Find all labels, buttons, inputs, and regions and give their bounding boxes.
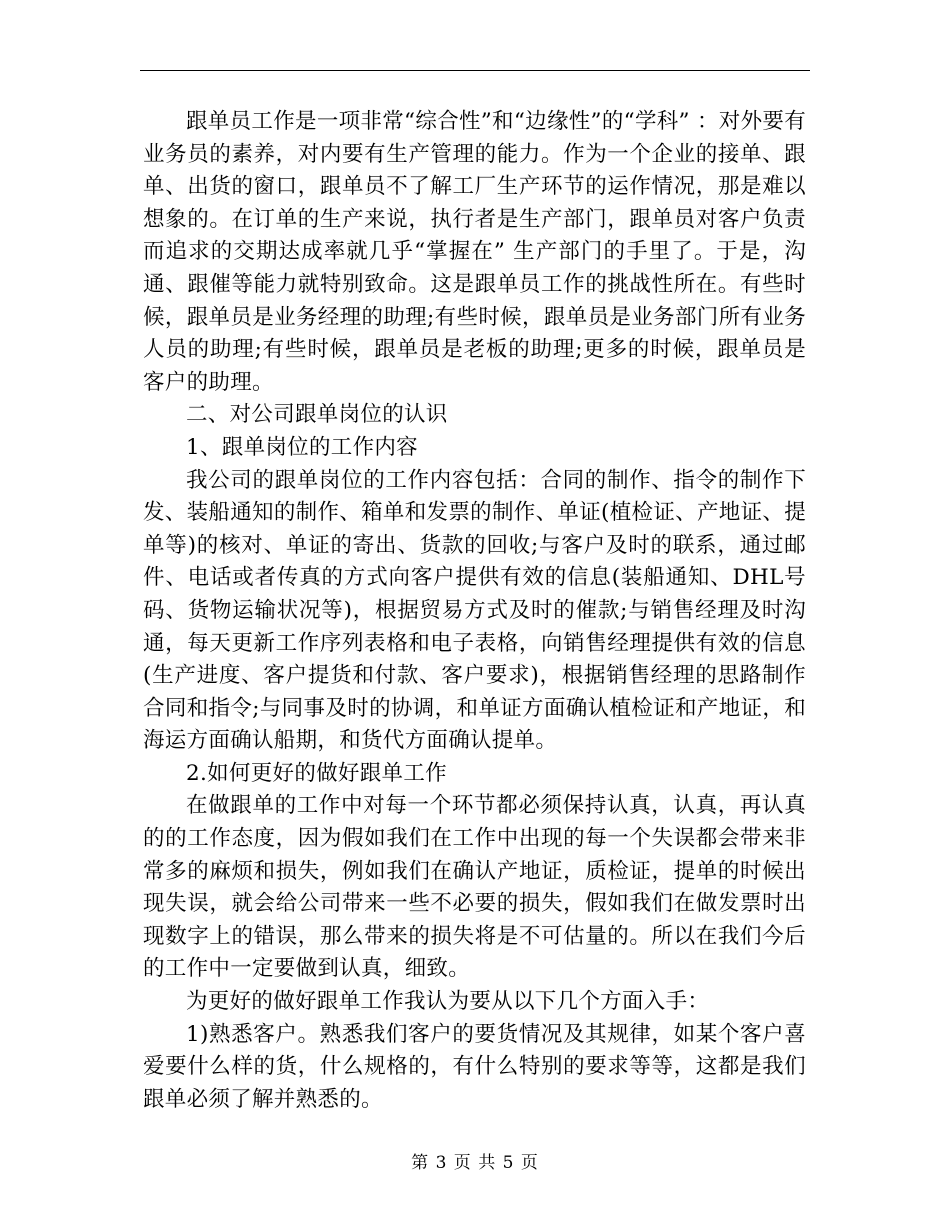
paragraph-intro: 跟单员工作是一项非常“综合性”和“边缘性”的“学科” ：对外要有业务员的素养，对内要有生产管理的能力。作为一个企业的接单、跟单、出货的窗口，跟单员不了解工厂生产环节的运作情况，那是难以想象的。在订单的生产来说，执行者是生产部门，跟单员对客户负责而追求的交期达成率就几乎“掌握在” 生产部门的手里了。于是，沟通、跟催等能力就特别致命。这是跟单员工作的挑战性所在。有些时候，跟单员是业务经理的助理;有些时候，跟单员是业务部门所有业务人员的助理;有些时候，跟单员是老板的助理;更多的时候，跟单员是客户的助理。 [143,109,806,395]
section-heading: 二、对公司跟单岗位的认识 [186,402,448,428]
paragraph-job-content: 我公司的跟单岗位的工作内容包括：合同的制作、指令的制作下发、装船通知的制作、箱单和发票的制作、单证(植检证、产地证、提单等)的核对、单证的寄出、货款的回收;与客户及时的联系，通过邮件、电话或者传真的方式向客户提供有效的信息(装船通知、DHL号码、货物运输状况等)，根据贸易方式及时的催款;与销售经理及时沟通，每天更新工作序列表格和电子表格，向销售经理提供有效的信息(生产进度、客户提货和付款、客户要求)，根据销售经理的思路制作合同和指令;与同事及时的协调，和单证方面确认植检证和产地证，和海运方面确认船期，和货代方面确认提单。 [143,467,806,754]
subsection-heading: 1、跟单岗位的工作内容 [186,434,418,460]
subsection-heading: 2.如何更好的做好跟单工作 [186,760,447,786]
document-body [143,106,806,1116]
paragraph-know-customers: 1)熟悉客户。熟悉我们客户的要货情况及其规律，如某个客户喜爱要什么样的货，什么规格的，有什么特别的要求等等，这都是我们跟单必须了解并熟悉的。 [143,1021,806,1112]
header-rule [140,70,810,71]
paragraph-attitude: 在做跟单的工作中对每一个环节都必须保持认真，认真，再认真的的工作态度，因为假如我们在工作中出现的每一个失误都会带来非常多的麻烦和损失，例如我们在确认产地证，质检证，提单的时候出现失误，就会给公司带来一些不必要的损失，假如我们在做发票时出现数字上的错误，那么带来的损失将是不可估量的。所以在我们今后的工作中一定要做到认真，细致。 [143,793,806,982]
page-number: 第 3 页 共 5 页 [411,1153,539,1173]
paragraph-approach: 为更好的做好跟单工作我认为要从以下几个方面入手： [186,989,710,1015]
